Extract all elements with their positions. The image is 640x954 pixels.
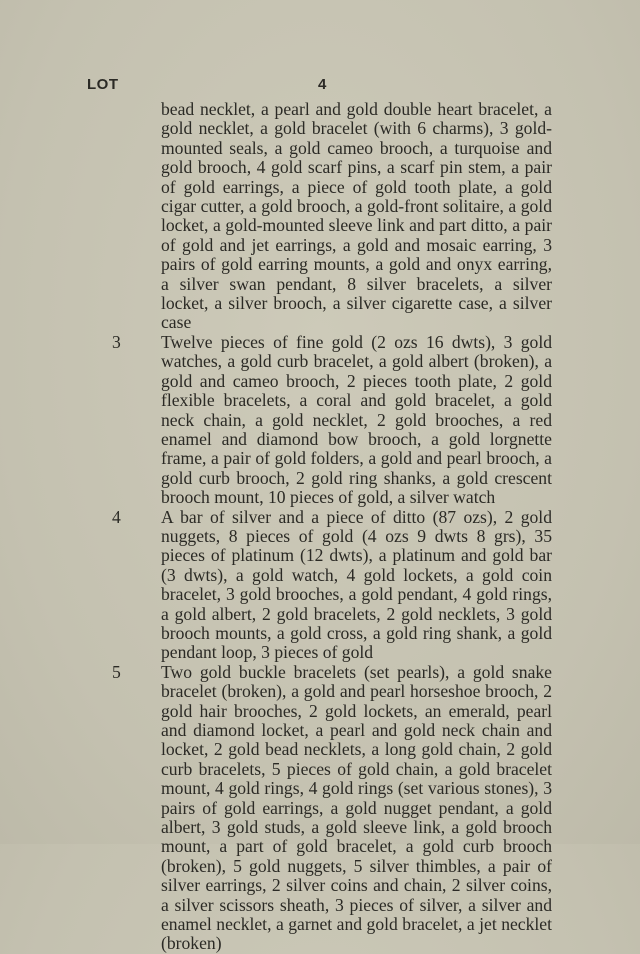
lot-entry: [112, 663, 552, 954]
lot-number: 5: [112, 661, 121, 682]
lot-number: 3: [112, 331, 121, 352]
lot-entry: [112, 333, 552, 508]
lot-entry: [112, 100, 552, 333]
lot-description: bead necklet, a pearl and gold double heart bracelet, a gold necklet, a gold bracelet (with 6 charms), 3 gold-mounted seals, a gold cameo brooch, a turquoise and gold brooch, 4 gold scarf pins, a scarf pin stem, a pair of gold earrings, a piece of gold tooth plate, a gold cigar cutter, a gold brooch, a gold-front solitaire, a gold locket, a gold-mounted sleeve link and part ditto, a pair of gold and jet earrings, a gold and mosaic earring, 3 pairs of gold earring mounts, a gold and onyx earring, a silver swan pendant, 8 silver bracelets, a silver locket, a silver brooch, a silver cigarette case, a silver case: [161, 99, 552, 333]
page-number: 4: [318, 76, 327, 93]
lot-column-heading: LOT: [87, 76, 119, 93]
lot-description: Twelve pieces of fine gold (2 ozs 16 dwts), 3 gold watches, a gold curb bracelet, a gold albert (broken), a gold and cameo brooch, 2 pieces tooth plate, 2 gold flexible bracelets, a coral and gold bracelet, a gold neck chain, a gold necklet, 2 gold brooches, a red enamel and diamond bow brooch, a gold lorgnette frame, a pair of gold folders, a gold and pearl brooch, a gold curb brooch, 2 gold ring shanks, a gold crescent brooch mount, 10 pieces of gold, a silver watch: [161, 331, 552, 508]
lot-description: A bar of silver and a piece of ditto (87 ozs), 2 gold nuggets, 8 pieces of gold (4 ozs 9 dwts 8 grs), 35 pieces of platinum (12 dwts), a platinum and gold bar (3 dwts), a gold watch, 4 gold lockets, a gold coin bracelet, 3 gold brooches, a gold pendant, 4 gold rings, a gold albert, 2 gold bracelets, 2 gold necklets, 3 gold brooch mounts, a gold cross, a gold ring shank, a gold pendant loop, 3 pieces of gold: [161, 506, 552, 663]
lot-description: Two gold buckle bracelets (set pearls), a gold snake bracelet (broken), a gold and pearl horseshoe brooch, 2 gold hair brooches, 2 gold lockets, an emerald, pearl and diamond locket, a pearl and gold neck chain and locket, 2 gold bead necklets, a long gold chain, 2 gold curb bracelets, 5 pieces of gold chain, a gold bracelet mount, 4 gold rings, 4 gold rings (set various stones), 3 pairs of gold earrings, a gold nugget pendant, a gold albert, 3 gold studs, a gold sleeve link, a gold brooch mount, a part of gold bracelet, a gold curb brooch (broken), 5 gold nuggets, 5 silver thimbles, a pair of silver earrings, 2 silver coins and chain, 2 silver coins, a silver scissors sheath, 3 pieces of silver, a silver and enamel necklet, a garnet and gold bracelet, a jet necklet (broken): [161, 661, 552, 954]
lot-list: [112, 100, 552, 954]
lot-entry: [112, 508, 552, 663]
lot-number: 4: [112, 506, 121, 527]
